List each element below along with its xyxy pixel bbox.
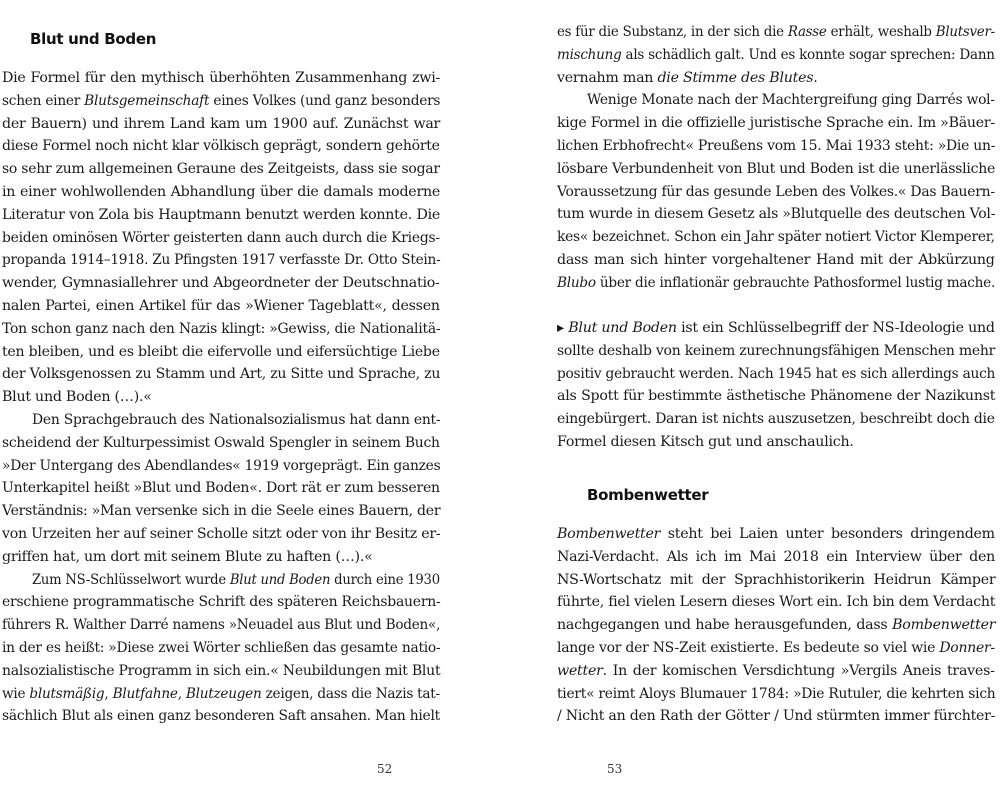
text-run: es für die Substanz, in der sich die [557, 24, 788, 40]
emphasis-text: Bombenwetter [892, 617, 996, 634]
text-run: kige Formel in die offizielle juristische Sprache ein. Im »Bäuer- [557, 115, 995, 132]
text-line [32, 570, 440, 590]
text-line [2, 524, 440, 544]
text-run: ▸ [557, 320, 569, 336]
text-run: durch eine 1930 [330, 571, 440, 588]
text-run: propanda 1914–1918. Zu Pfingsten 1917 verfasste Dr. Otto Stein- [2, 252, 441, 269]
text-run: sollte deshalb von keinem zurechnungsfähigen Menschen mehr [557, 342, 996, 359]
text-run: nalen Partei, einen Artikel für das »Wiener Tageblatt«, dessen [2, 298, 440, 314]
text-line [557, 113, 995, 133]
emphasis-text: blutsmäßig [29, 685, 105, 702]
text-line [557, 182, 995, 202]
emphasis-text: Blubo [557, 274, 596, 291]
text-run: über die inflationär gebrauchte Pathosformel lustig mache. [595, 274, 996, 291]
text-run: , [104, 685, 113, 702]
text-line [2, 547, 373, 567]
text-line [2, 456, 440, 476]
text-run: nalsozialistische Programm in sich ein.« Neubildungen mit Blut [2, 662, 441, 679]
text-run: von Urzeiten her auf seiner Scholle sitzt oder von ihr Besitz er- [2, 526, 441, 542]
text-run: dass man sich hinter vorgehaltener Hand mit der Abkürzung [557, 252, 995, 268]
text-run: lange vor der NS-Zeit existierte. Es bedeute so viel wie [557, 640, 940, 656]
text-line [2, 684, 440, 704]
text-line [2, 205, 440, 225]
text-run: wie [2, 685, 30, 702]
text-line [2, 296, 440, 316]
text-line [2, 159, 440, 179]
text-run: so sehr zum allgemeinen Geraune des Zeitgeists, dass sie sogar [2, 161, 440, 178]
text-run: , [177, 685, 186, 702]
text-line [557, 661, 995, 681]
text-run: wender, Gymnasiallehrer und Abgeordneter der Deutschnatio- [2, 275, 440, 292]
text-run: positiv gebraucht werden. Nach 1945 hat es sich allerdings auch [557, 365, 996, 382]
text-run: erhält, weshalb [826, 24, 936, 40]
text-line [557, 227, 995, 247]
text-run: Wenige Monate nach der Machtergreifung ging Darrés wol- [587, 92, 995, 109]
emphasis-text: mischung [557, 46, 622, 63]
emphasis-text: Blutsver- [935, 24, 995, 40]
text-run: / Nicht an den Rath der Götter / Und stürmten immer fürchter- [557, 708, 996, 725]
text-line [2, 136, 440, 156]
text-run: erschiene programmatische Schrift des späteren Reichsbauern- [2, 594, 441, 611]
text-line [2, 478, 440, 498]
text-run: ten bleiben, und es bleibt die eifervolle und eifersüchtige Liebe [2, 343, 440, 360]
text-run: nachgegangen und habe herausgefunden, dass [557, 617, 893, 634]
text-line [2, 706, 440, 726]
text-line [557, 318, 995, 338]
text-run: . [813, 69, 818, 86]
text-line [2, 342, 440, 362]
text-line [2, 228, 440, 248]
text-run: als Spott für bestimmte ästhetische Phänomene der Nazikunst [557, 388, 996, 405]
text-run: eines Volkes (und ganz besonders [209, 92, 441, 109]
text-run: griffen hat, um dort mit seinem Blute zu haften (…).« [2, 548, 373, 565]
text-line [2, 661, 440, 681]
text-line [557, 136, 995, 156]
text-run: vernahm man [557, 69, 658, 86]
text-line [2, 433, 440, 453]
text-run: Den Sprachgebrauch des Nationalsozialismus hat dann ent- [32, 412, 441, 428]
text-line [557, 159, 995, 179]
text-line [557, 638, 995, 658]
text-run: . In der komischen Versdichtung »Vergils Aneis traves- [602, 662, 995, 679]
emphasis-text: wetter [557, 662, 603, 679]
emphasis-text: Blutsgemeinschaft [84, 92, 210, 109]
text-run: als schädlich galt. Und es konnte sogar sprechen: Dann [621, 46, 995, 63]
text-run: Ton schon ganz nach den Nazis klingt: »Gewiss, die Nationalitä- [2, 320, 441, 337]
text-line [2, 501, 440, 521]
section-heading-blut-und-boden: Blut und Boden [30, 30, 157, 48]
section-heading-bombenwetter: Bombenwetter [587, 486, 709, 504]
text-line [557, 524, 995, 544]
text-run: der Bauern) und ihrem Land kam um 1900 auf. Zunächst war [2, 115, 441, 132]
text-line [2, 273, 440, 293]
text-line [557, 45, 995, 65]
text-run: tum wurde in diesem Gesetz als »Blutquelle des deutschen Vol- [557, 206, 996, 223]
text-line [557, 547, 995, 567]
text-line [2, 638, 440, 658]
emphasis-text: Bombenwetter [557, 526, 661, 542]
text-line [557, 570, 995, 590]
text-run: scheidend der Kulturpessimist Oswald Spengler in seinem Buch [2, 434, 440, 451]
text-run: in der es heißt: »Diese zwei Wörter schließen das gesamte natio- [2, 640, 441, 656]
text-run: eingebürgert. Daran ist nichts auszusetzen, beschreibt doch die [557, 411, 995, 428]
text-run: Unterkapitel heißt »Blut und Boden«. Dort rät er zum besseren [2, 480, 440, 497]
text-run: Verständnis: »Man versenke sich in die Seele eines Bauern, der [2, 503, 441, 520]
text-run: tiert« reimt Aloys Blumauer 1784: »Die Rutuler, die kehrten sich [557, 685, 996, 702]
text-line [2, 182, 440, 202]
text-run: führte, fiel vielen Lesern dieses Wort ein. Ich bin dem Verdacht [557, 594, 996, 611]
text-line [557, 706, 995, 726]
text-line [557, 386, 995, 406]
text-line [557, 341, 995, 361]
emphasis-text: Blut und Boden [568, 320, 677, 336]
text-line [557, 364, 995, 384]
text-run: NS-Wortschatz mit der Sprachhistorikerin Heidrun Kämper [557, 571, 996, 588]
page-number-right: 53 [607, 762, 623, 776]
text-line [587, 90, 995, 110]
text-run: lösbare Verbundenheit von Blut und Boden ist die unerlässliche [557, 160, 996, 177]
text-run: »Der Untergang des Abendlandes« 1919 vorgeprägt. Ein ganzes [2, 457, 441, 474]
text-line [557, 273, 995, 293]
emphasis-text: Donner- [939, 640, 995, 656]
text-line [557, 22, 995, 42]
text-line [2, 592, 440, 612]
text-run: kes« bezeichnet. Schon ein Jahr später notiert Victor Klemperer, [557, 229, 995, 246]
page-number-left: 52 [377, 762, 393, 776]
text-line [2, 91, 440, 111]
text-run: Voraussetzung für das gesunde Leben des Volkes.« Das Bauern- [557, 183, 995, 200]
text-line [2, 615, 440, 635]
text-run: zeigen, dass die Nazis tat- [261, 685, 440, 702]
text-run: ist ein Schlüsselbegriff der NS-Ideologie und [676, 320, 995, 336]
text-run: der Volksgenossen zu Stamm und Art, zu Sitte und Sprache, zu [2, 366, 441, 383]
text-line [32, 410, 440, 430]
text-run: Formel diesen Kitsch gut und anschaulich. [557, 434, 854, 450]
text-line [557, 250, 995, 270]
text-run: in einer wohlwollenden Abhandlung über die damals moderne [2, 184, 441, 200]
emphasis-text: Blut und Boden [229, 571, 331, 588]
emphasis-text: Blutfahne [112, 685, 178, 702]
emphasis-text: Blutzeugen [185, 685, 262, 702]
text-run: Literatur von Zola bis Hauptmann benutzt werden konnte. Die [2, 206, 441, 223]
text-run: beiden ominösen Wörter geisterten dann auch durch die Kriegs- [2, 229, 440, 246]
text-line [557, 409, 995, 429]
text-run: lichen Erbhofrecht« Preußens vom 15. Mai 1933 steht: »Die un- [557, 138, 996, 154]
text-line [2, 364, 440, 384]
text-run: Blut und Boden (…).« [2, 389, 152, 406]
text-line [2, 387, 152, 407]
text-run: Zum NS-Schlüsselwort wurde [32, 571, 230, 588]
text-line [557, 592, 995, 612]
text-line [557, 615, 995, 635]
text-run: Die Formel für den mythisch überhöhten Zusammenhang zwi- [2, 70, 441, 86]
text-line [2, 68, 440, 88]
text-line [2, 250, 440, 270]
text-line [557, 204, 995, 224]
text-run: führers R. Walther Darré namens »Neuadel aus Blut und Boden«, [2, 617, 441, 634]
text-run: schen einer [2, 92, 85, 109]
text-run: steht bei Laien unter besonders dringendem [660, 526, 995, 542]
emphasis-text: Rasse [787, 24, 827, 40]
text-line [557, 432, 854, 452]
text-line [2, 114, 440, 134]
text-run: Nazi-Verdacht. Als ich im Mai 2018 ein Interview über den [557, 548, 996, 565]
text-line [2, 319, 440, 339]
emphasis-text: die Stimme des Blutes [657, 69, 814, 86]
text-line [557, 68, 818, 88]
text-run: sächlich Blut als einen ganz besonderen Saft ansahen. Man hielt [2, 708, 440, 725]
text-line [557, 684, 995, 704]
text-run: diese Formel noch nicht klar völkisch geprägt, sondern gehörte [2, 138, 440, 155]
